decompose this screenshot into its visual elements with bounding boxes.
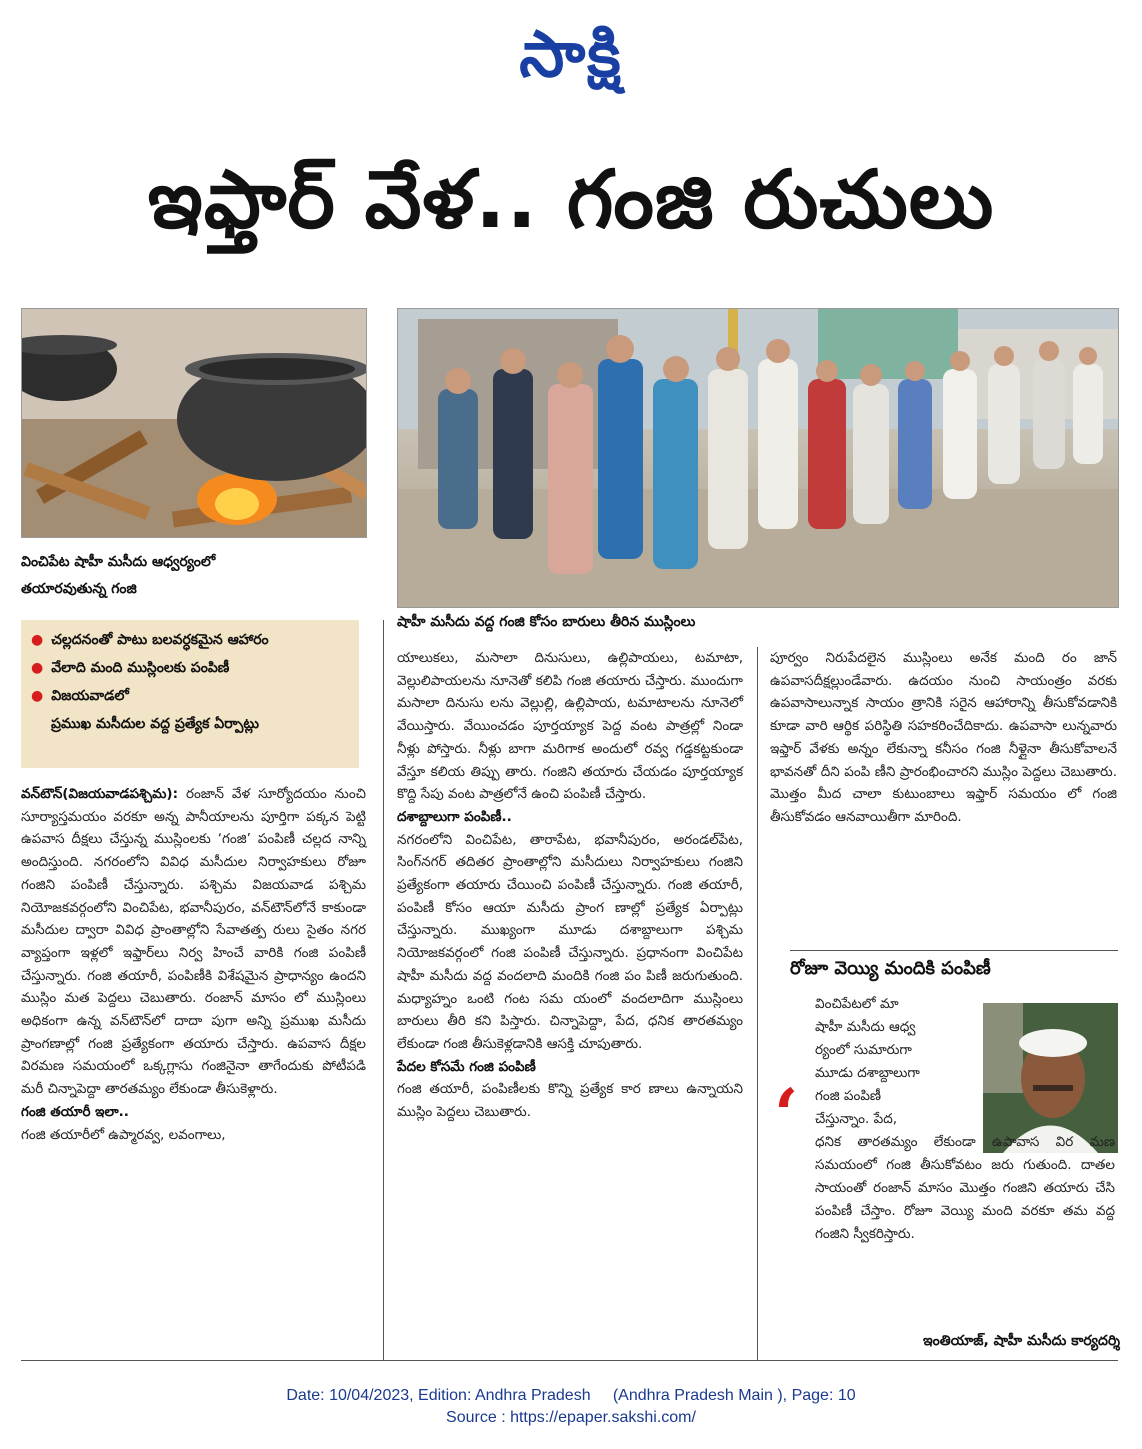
- newspaper-logo: సాక్షి: [519, 18, 623, 92]
- subheading: దశాబ్దాలుగా పంపిణీ..: [397, 808, 512, 825]
- quote-line: గంజి పంపిణీ: [815, 1088, 882, 1104]
- highlight-text: వేలాది మంది ముస్లింలకు పంపిణీ: [51, 660, 230, 676]
- article-paragraph: పూర్వం నిరుపేదలైన ముస్లింలు అనేక మంది రం జాన్‌ ఉపవాసదీక్షల్లుండేవారు. ఉదయం నుంచి సాయంత్రం వరకు ఉపవాసాలున్నాక సాయం త్రానికి సరైన ఆహారాన్ని తీసుకోవడానికి కూడా వారి ఆర్థిక పరిస్థితి సహకరించేదికాదు. ఉపవాసా లున్నవారు ఇఫ్తార్‌ వేళకు అన్నం లేకున్నా కనీసం గంజి నీళ్లైనా తీసుకోవాలనే భావనతో దీని పంపి ణీని ప్రారంభించారని ముస్లిం పెద్దలు చెబుతారు. మొత్తం మీద చాలా కుటుంబాలు ఇఫ్తార్‌ సమయం లో గంజి తీసుకోవడం ఆనవాయితీగా మారింది.: [770, 650, 1117, 825]
- highlight-text-continued: ప్రముఖ మసీదుల వద్ద ప్రత్యేక ఏర్పాట్లు: [51, 716, 259, 732]
- bottom-rule: [21, 1360, 1118, 1361]
- highlight-text: విజయవాడలో: [51, 688, 129, 704]
- source-link[interactable]: Source : https://epaper.sakshi.com/: [446, 1409, 696, 1426]
- article-paragraph: నగరంలోని వించిపేట, తారాపేట, భవానీపురం, అరండల్‌పేట, సింగ్‌నగర్‌ తదితర ప్రాంతాల్లోని మసీదులు నిర్వాహకులు గంజిని ప్రత్యేకంగా తయారు చేయించి పంపిణీ చేస్తున్నారు. గంజి తయారీ, పంపిణీ కోసం ఆయా మసీదు ప్రాంగ ణాల్లో ప్రత్యేక ఏర్పాట్లు చేస్తున్నారు. ముఖ్యంగా మూడు దశాబ్దాలుగా పశ్చిమ నియోజకవర్గంలో గంజి పంపిణీ చేస్తున్నారు. ప్రధానంగా వించిపేట షాహీ మసీదు వద్ద వందలాది మందికి గంజి పం పిణీ జరుగుతుంది. మధ్యాహ్నం ఒంటి గంట సమ యంలో వందలాదిగా ముస్లింలు బారులు తీరి కని పిస్తారు. చిన్నాపెద్దా, పేద, ధనిక తారతమ్యం లేకుండా గంజి తీసుకెళ్లడానికి ఆసక్తి చూపుతారు.: [397, 831, 743, 1052]
- quote-mark-icon: ‘: [774, 1073, 799, 1156]
- quote-rest: ధనిక తారతమ్యం లేకుండా ఉపావాస విర మణ సమయంలో గంజి తీసుకోవటం జరు గుతుంది. దాతల సాయంతో రంజాన్‌ మాసం మొత్తం గంజిని తయారు చేసి పంపిణీ చేస్తాం. రోజూ వెయ్యి మంది వరకూ తమ వద్ద గంజిని స్వీకరిస్తారు.: [815, 1134, 1115, 1242]
- cooking-pots-photo: [21, 308, 367, 538]
- cooking-pots-illustration: [22, 309, 366, 537]
- column-divider: [757, 647, 758, 1360]
- bullet-icon: ●: [31, 688, 44, 704]
- people-queue-illustration: [398, 309, 1118, 607]
- highlight-item: [31, 654, 359, 682]
- box-top-rule: [790, 950, 1118, 951]
- highlight-item: [31, 682, 359, 738]
- article-column-1: [21, 783, 366, 1146]
- highlights-box: [21, 620, 359, 768]
- article-paragraph: గంజి తయారీలో ఉప్మారవ్వ, లవంగాలు,: [21, 1126, 226, 1143]
- quote-line: చేస్తున్నాం. పేద,: [815, 1111, 898, 1127]
- paragraph-text: రంజాన్‌ వేళ సూర్యోదయం నుంచి సూర్యాస్తమయం వరకూ అన్న పానీయాలను పూర్తిగా పక్కన పెట్టి ఉపవాస దీక్షలు చేస్తున్న ముస్లింలకు ‘గంజి’ పంపిణీ చల్లద నాన్ని అందిస్తుంది. నగరంలోని వివిధ మసీదుల నిర్వాహకులు రోజూ గంజిని పంపిణీ చేస్తున్నారు. పశ్చిమ విజయవాడ పశ్చిమ నియోజకవర్గంలోని వించిపేట, భవానీపురం, వన్‌టౌన్‌లోనే కాకుండా మసీదుల ద్వారా వివిధ ప్రాంతాల్లోని సేవాతత్ప రులు సైతం నగర వ్యాప్తంగా ఇళ్లలో ఇఫ్తార్‌లు నిర్వ హించే వారికి గంజి పంపిణీ చేస్తున్నారు. గంజి తయారీ, పంపిణీకి విశేషమైన ప్రాధాన్యం ఉందని ముస్లిం మత పెద్దలు చెబుతారు. రంజాన్‌ మాసం లో ముస్లింలు అధికంగా ఉన్న వన్‌టౌన్‌లో దాదా పుగా అన్ని ప్రముఖ మసీదు ప్రాంగణాల్లో గంజి ప్రత్యేకంగా తయారు చేస్తారు. ఉపవాస దీక్షల విరమణ సమయంలో ఒక్కగ్లాసు గంజినైనా తాగేందుకు పోటీపడి మరీ చిన్నాపెద్దా తారతమ్యం లేకుండా తీసుకెళ్లారు.: [21, 786, 367, 1098]
- edition-footer: [0, 1385, 1142, 1429]
- subheading: గంజి తయారీ ఇలా..: [21, 1103, 129, 1120]
- quote-box-title: రోజూ వెయ్యి మందికి పంపిణీ: [790, 958, 991, 979]
- quote-box-body: [815, 993, 1115, 1246]
- article-column-2: [397, 647, 743, 1124]
- quote-signature: ఇంతియాజ్‌, షాహీ మసీదు కార్యదర్శి: [923, 1333, 1120, 1349]
- article-paragraph: గంజి తయారీ, పంపిణీలకు కొన్ని ప్రత్యేక కార ణాలు ఉన్నాయని ముస్లిం పెద్దలు చెబుతారు.: [397, 1081, 743, 1121]
- article-paragraph: [21, 783, 366, 1101]
- bullet-icon: ●: [31, 632, 44, 648]
- page-headline: ఇఫ్తార్‌ వేళ.. గంజి రుచులు: [147, 153, 995, 246]
- article-paragraph: యాలుకలు, మసాలా దినుసులు, ఉల్లిపాయలు, టమాటా, వెల్లులిపాయలను నూనెతో కలిపి గంజి తయారు చేస్తారు. ముందుగా మసాలా దినుసు లను వెల్లుల్లి, ఉల్లిపాయ, టమాటాలను నూనెలో వేయిస్తారు. వేయించడం పూర్తయ్యాక పెద్ద వంట పాత్రల్లో నిండా నీళ్లు పోస్తారు. నీళ్లు బాగా మరిగాక అందులో రవ్వ గడ్డకట్టకుండా వేస్తూ కలియ తిప్పు తారు. గంజిని తయారు చేయడం పూర్తయ్యాక కొద్ది సేపు వంట పాత్రలోనే ఉంచి పంపిణీ చేస్తారు.: [397, 650, 743, 803]
- highlight-item: [31, 626, 359, 654]
- article-column-3: [770, 647, 1117, 829]
- quote-line: షాహీ మసీదు ఆధ్వ: [815, 1019, 916, 1035]
- bullet-icon: ●: [31, 660, 44, 676]
- highlight-text: చల్లదనంతో పాటు బలవర్ధకమైన ఆహారం: [51, 632, 269, 648]
- left-caption-line2: తయారవుతున్న గంజి: [21, 581, 137, 597]
- edition-info: Date: 10/04/2023, Edition: Andhra Pradesh (Andhra Pradesh Main ), Page: 10: [286, 1387, 856, 1404]
- left-caption-line1: వించిపేట షాహీ మసీదు ఆధ్వర్యంలో: [21, 554, 216, 570]
- left-photo-caption: [21, 549, 361, 603]
- right-photo-caption: షాహీ మసీదు వద్ద గంజి కోసం బారులు తీరిన ముస్లింలు: [397, 614, 696, 630]
- queue-photo: [397, 308, 1119, 608]
- quote-line: మూడు దశాబ్దాలుగా: [815, 1065, 920, 1081]
- quote-line: వించిపేటలో మా: [815, 996, 899, 1012]
- dateline: వన్‌టౌన్‌(విజయవాడపశ్చిమ):: [21, 786, 179, 802]
- column-divider: [383, 620, 384, 1360]
- subheading: పేదల కోసమే గంజి పంపిణీ: [397, 1058, 536, 1075]
- quote-line: ర్యంలో సుమారుగా: [815, 1042, 912, 1058]
